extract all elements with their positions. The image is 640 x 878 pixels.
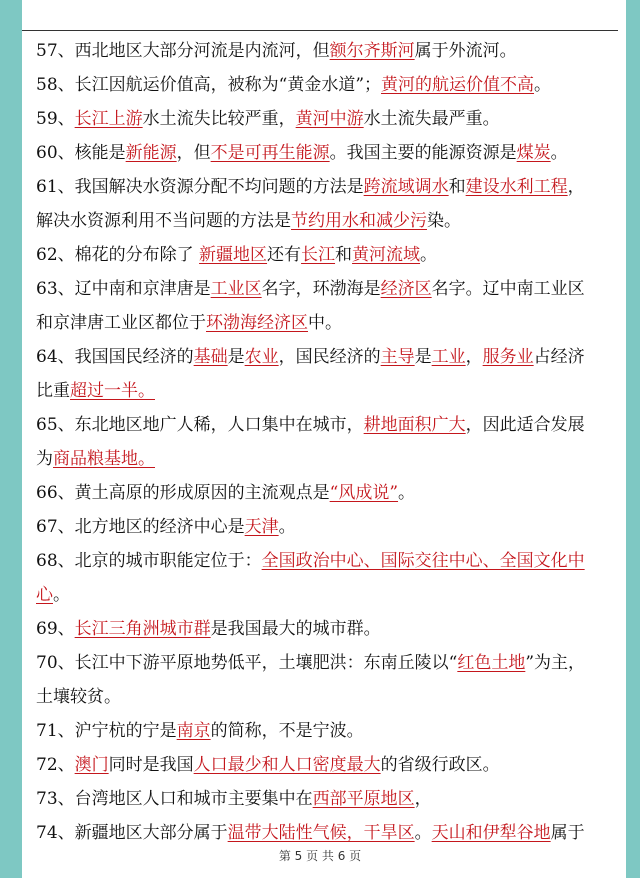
item-text: 70、长江中下游平原地势低平，土壤肥洪：东南丘陵以“ [36,653,458,673]
item-text: 74、新疆地区大部分属于 [36,823,228,843]
highlighted-answer: 工业区 [210,279,262,299]
highlighted-answer: 天山和伊犁谷地 [431,823,551,843]
item-text: 是 [227,347,245,367]
highlighted-answer: 新能源 [125,143,177,163]
header-rule [22,30,618,31]
highlighted-answer: 经济区 [380,279,432,299]
item-text: 66、黄土高原的形成原因的主流观点是 [36,483,330,503]
highlighted-answer: 黄河流域 [352,245,421,265]
item-text: 的简称，不是宁波。 [210,721,364,741]
highlighted-answer: 超过一半。 [70,381,155,401]
list-item [36,714,596,748]
highlighted-answer: 主导 [380,347,415,367]
highlighted-answer: 跨流域调水 [363,177,449,197]
item-text: 。 [420,245,438,265]
item-text: 是 [414,347,432,367]
highlighted-answer: 人口最少和人口密度最大 [193,755,381,775]
highlighted-answer: 基础 [193,347,228,367]
item-text: 是我国最大的城市群。 [210,619,381,639]
highlighted-answer: 耕地面积广大 [363,415,466,435]
item-text: 。 [278,517,296,537]
item-text: 73、台湾地区人口和城市主要集中在 [36,789,313,809]
item-text: 。 [550,143,568,163]
highlighted-answer: 不是可再生能源 [210,143,330,163]
item-text: 还有 [267,245,302,265]
list-item [36,136,596,170]
item-text: 61、我国解决水资源分配不均问题的方法是 [36,177,364,197]
item-text: 67、北方地区的经济中心是 [36,517,245,537]
highlighted-answer: 西部平原地区 [312,789,415,809]
highlighted-answer: 南京 [176,721,211,741]
highlighted-answer: 煤炭 [516,143,551,163]
item-text: 属于外流河。 [414,41,517,61]
list-item [36,646,596,714]
item-text: 。我国主要的能源资源是 [329,143,517,163]
item-text: ，国民经济的 [278,347,381,367]
list-item [36,102,596,136]
highlighted-answer: 长江上游 [74,109,143,129]
item-text: 68、北京的城市职能定位于： [36,551,262,571]
question-list [36,34,596,850]
item-text: 69、 [36,619,75,639]
item-text: 中。 [308,313,342,333]
list-item [36,68,596,102]
list-item [36,272,596,340]
highlighted-answer: 环渤海经济区 [206,313,308,333]
item-text: 。 [414,823,432,843]
highlighted-answer: 节约用水和减少污 [291,211,427,231]
item-text: 72、 [36,755,75,775]
highlighted-answer: 商品粮基地。 [53,449,155,469]
list-item [36,408,596,476]
highlighted-answer: 澳门 [74,755,109,775]
item-text: 属于 [550,823,585,843]
list-item [36,34,596,68]
list-item [36,476,596,510]
highlighted-answer: 额尔齐斯河 [329,41,415,61]
list-item [36,612,596,646]
item-text: 同时是我国 [108,755,194,775]
item-text: ，但 [176,143,211,163]
highlighted-answer: 服务业 [482,347,534,367]
item-text: 占经济比重 [36,347,585,401]
page-number: 第 5 页 共 6 页 [278,849,362,863]
item-text: ， [465,347,483,367]
item-text: 64、我国国民经济的 [36,347,194,367]
item-text: 。 [534,75,552,95]
item-text: 57、西北地区大部分河流是内流河，但 [36,41,330,61]
list-item [36,510,596,544]
item-text: 58、长江因航运价值高，被称为“黄金水道”； [36,75,382,95]
highlighted-answer: 黄河中游 [295,109,364,129]
item-text: 和 [448,177,466,197]
item-text: 62、棉花的分布除了 [36,245,200,265]
item-text: ，因此适合发展为 [36,415,585,469]
list-item [36,544,596,612]
highlighted-answer: 长江 [301,245,336,265]
item-text: 和 [335,245,353,265]
item-text: 63、辽中南和京津唐是 [36,279,211,299]
item-text: 59、 [36,109,75,129]
item-text: 71、沪宁杭的宁是 [36,721,177,741]
item-text: 60、核能是 [36,143,126,163]
highlighted-answer: 工业 [431,347,466,367]
highlighted-answer: 全国政治中心、国际交往中心、全国文化中心 [36,551,585,605]
list-item [36,170,596,238]
list-item [36,816,596,850]
item-text: 名字。辽中南工业区和京津唐工业区都位于 [36,279,585,333]
highlighted-answer: 长江三角洲城市群 [74,619,211,639]
item-text: 。 [53,585,70,605]
highlighted-answer: “风成说” [329,483,399,503]
highlighted-answer: 农业 [244,347,279,367]
item-text: 。 [398,483,416,503]
item-text: 水土流失最严重。 [363,109,500,129]
highlighted-answer: 红色土地 [457,653,526,673]
item-text: 名字，环渤海是 [261,279,381,299]
highlighted-answer: 建设水利工程 [465,177,568,197]
item-text: 水土流失比较严重， [142,109,296,129]
highlighted-answer: 天津 [244,517,279,537]
highlighted-answer: 新疆地区 [199,245,268,265]
list-item [36,238,596,272]
item-text: ， [414,789,432,809]
highlighted-answer: 黄河的航运价值不高 [381,75,535,95]
item-text: ”为主，土壤较贫。 [36,653,586,707]
item-text: 65、东北地区地广人稀，人口集中在城市， [36,415,364,435]
item-text: 的省级行政区。 [380,755,500,775]
item-text: 染。 [427,211,461,231]
list-item [36,782,596,816]
highlighted-answer: 温带大陆性气候，干旱区 [227,823,415,843]
item-text: ，解决水资源利用不当问题的方法是 [36,177,585,231]
list-item [36,748,596,782]
list-item [36,340,596,408]
